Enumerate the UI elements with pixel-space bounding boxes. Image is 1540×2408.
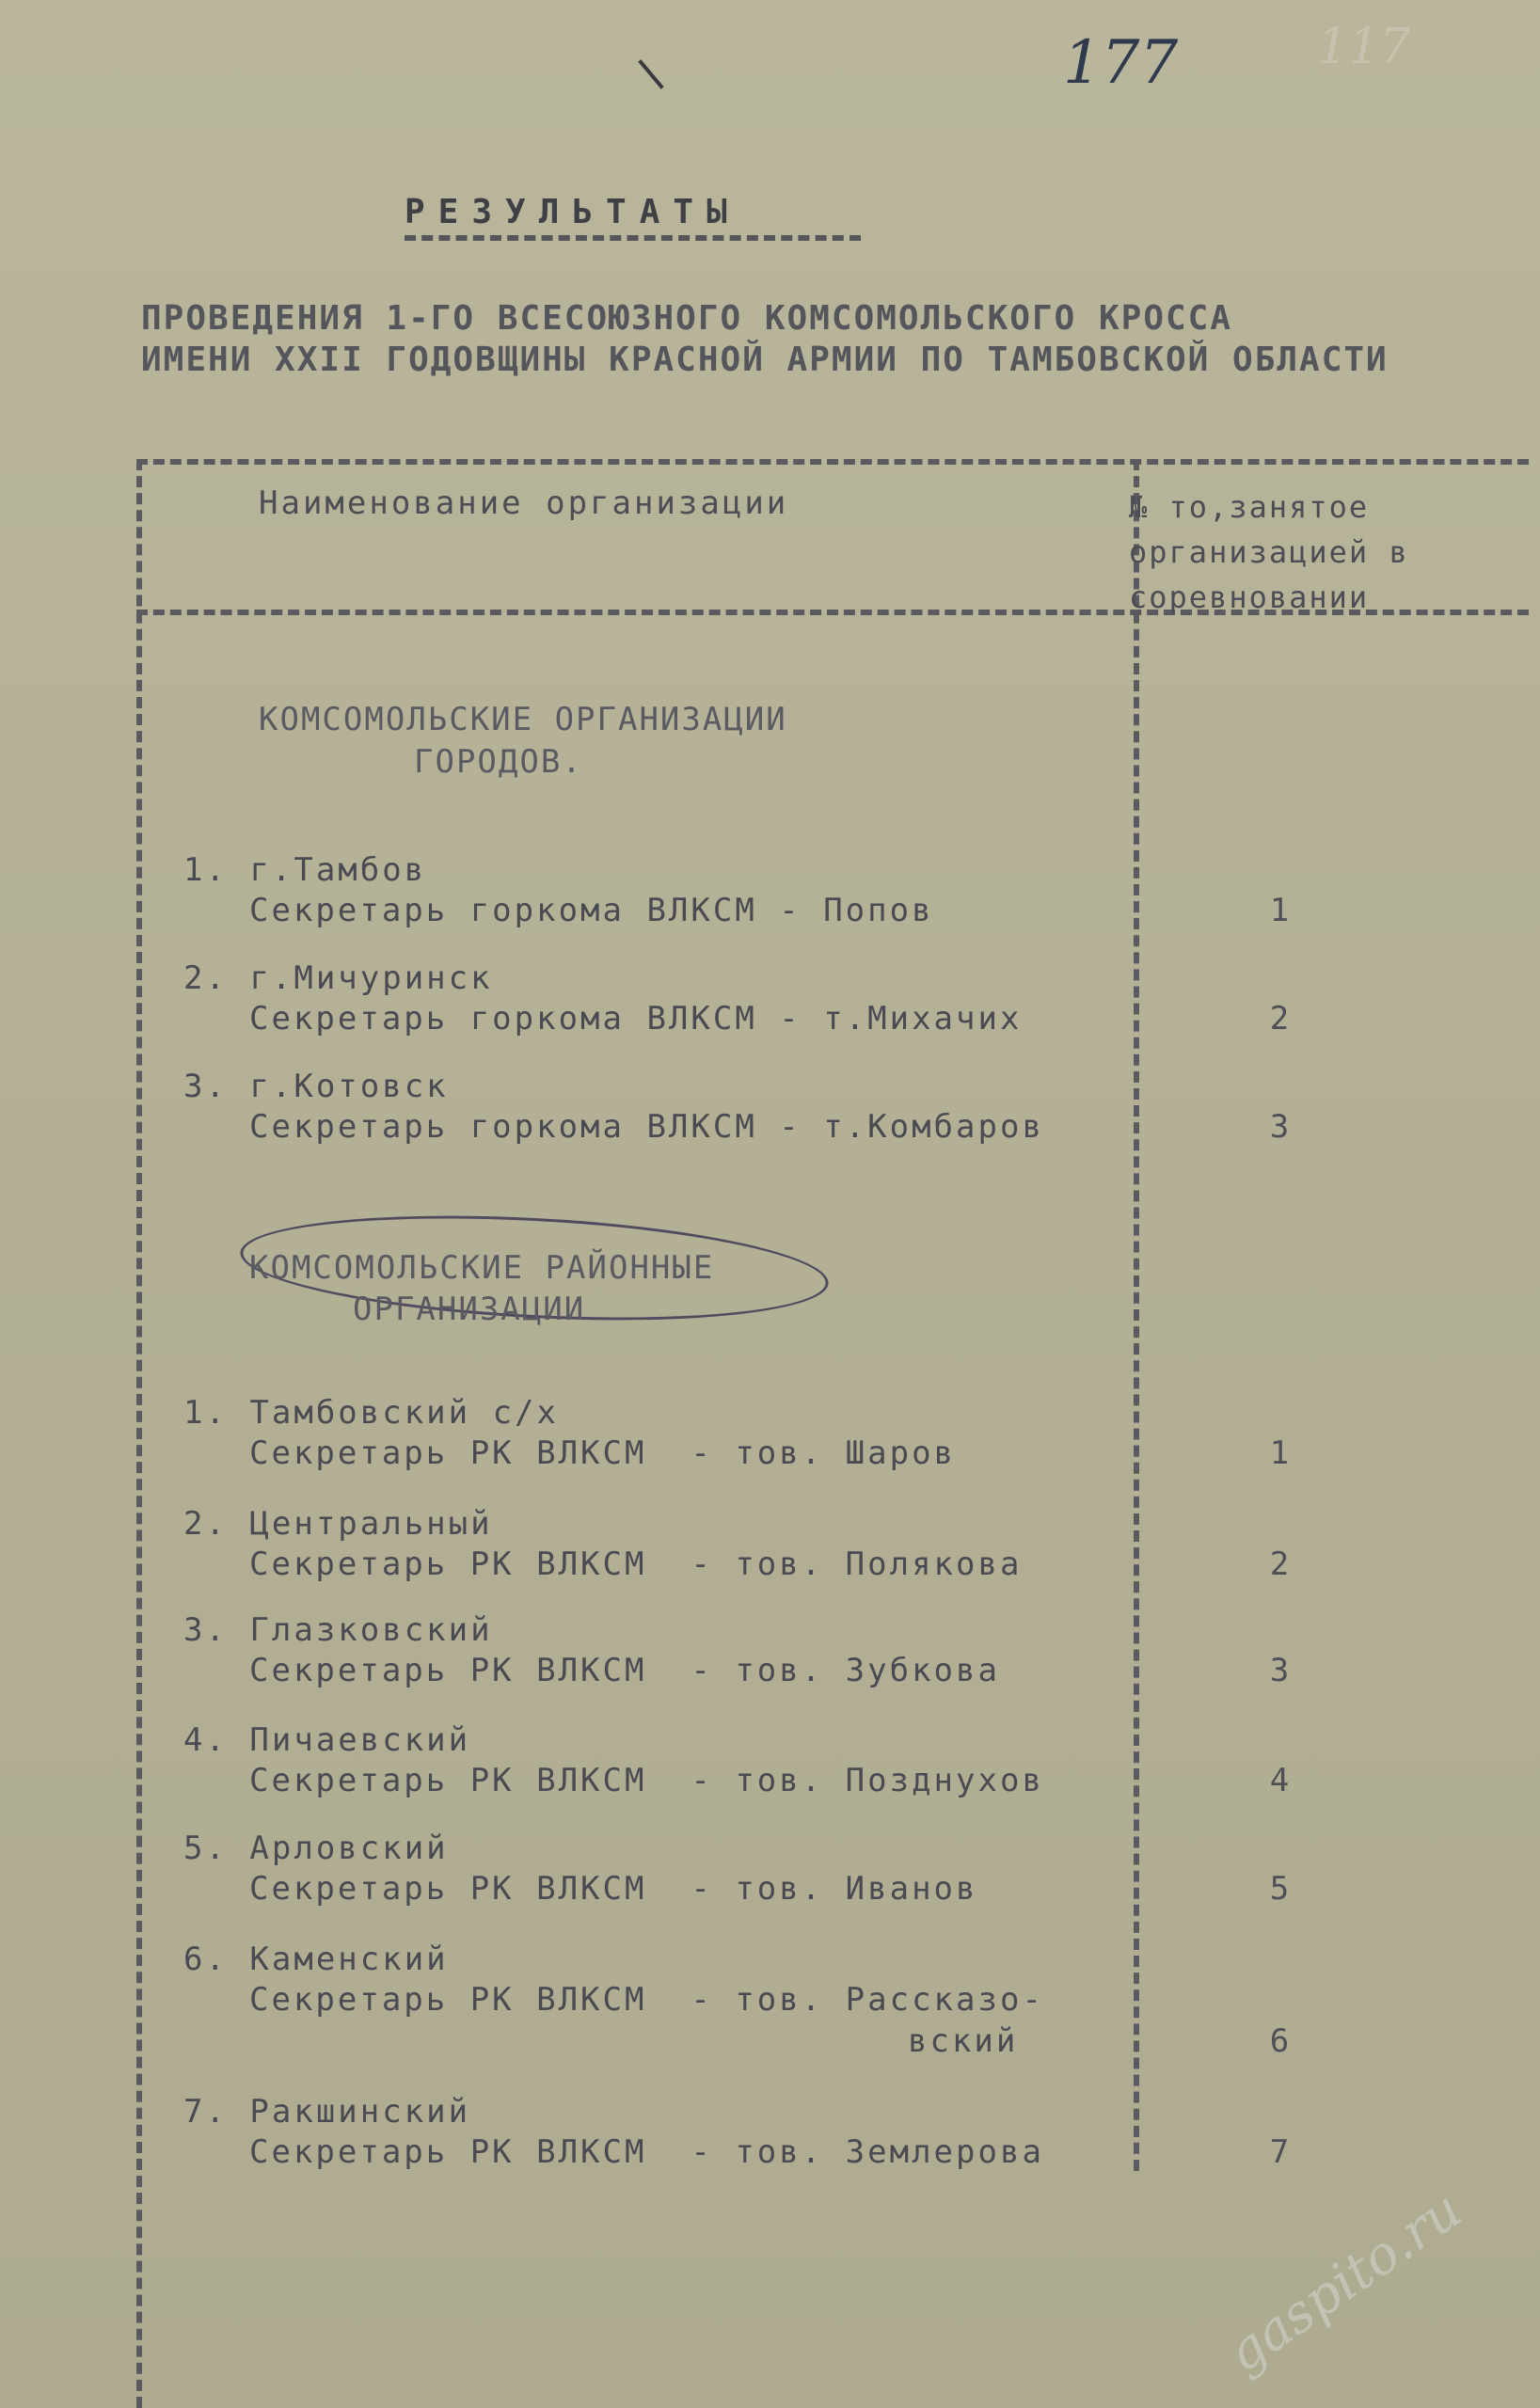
place-value: 2 bbox=[1269, 1000, 1290, 1038]
table-left-rule bbox=[136, 459, 142, 2408]
document-title: РЕЗУЛЬТАТЫ bbox=[405, 193, 740, 231]
column-header-place-line: соревновании bbox=[1129, 579, 1370, 615]
list-item-secretary: Секретарь РК ВЛКСМ - тов. Полякова bbox=[249, 1545, 1023, 1583]
watermark: gaspito.ru bbox=[1215, 2178, 1473, 2384]
list-item-secretary: Секретарь РК ВЛКСМ - тов. Рассказо- bbox=[249, 1981, 1044, 2019]
list-item-secretary: Секретарь РК ВЛКСМ - тов. Землерова bbox=[249, 2133, 1044, 2171]
list-item-name: 6. Каменский bbox=[183, 1941, 449, 1978]
place-value: 1 bbox=[1269, 1434, 1290, 1472]
place-value: 4 bbox=[1269, 1762, 1290, 1799]
archive-page-number: 177 bbox=[1063, 28, 1179, 98]
list-item-secretary: Секретарь горкома ВЛКСМ - Попов bbox=[249, 892, 934, 929]
list-item-name: 2. г.Мичуринск bbox=[183, 959, 493, 997]
list-item-name: 3. Глазковский bbox=[183, 1611, 493, 1649]
section-title-cities-line2: ГОРОДОВ. bbox=[414, 743, 583, 781]
list-item-name: 1. г.Тамбов bbox=[183, 851, 427, 889]
list-item-secretary: Секретарь РК ВЛКСМ - тов. Шаров bbox=[249, 1434, 957, 1472]
column-header-place-line: № то,занятое bbox=[1129, 489, 1370, 525]
archive-page-number-faded: 117 bbox=[1317, 19, 1411, 75]
place-value: 3 bbox=[1269, 1108, 1290, 1146]
title-underline bbox=[405, 235, 861, 241]
place-value: 5 bbox=[1269, 1870, 1290, 1908]
list-item-secretary: Секретарь горкома ВЛКСМ - т.Михачих bbox=[249, 1000, 1023, 1038]
list-item-secretary: Секретарь РК ВЛКСМ - тов. Зубкова bbox=[249, 1652, 1000, 1689]
list-item-name: 5. Арловский bbox=[183, 1830, 449, 1867]
column-header-organization: Наименование организации bbox=[259, 484, 789, 522]
place-value: 2 bbox=[1269, 1545, 1290, 1583]
column-header-place bbox=[1129, 484, 1409, 620]
section-title-districts-line2: ОРГАНИЗАЦИИ bbox=[353, 1291, 586, 1328]
section-title-districts: КОМСОМОЛЬСКИЕ РАЙОННЫЕ bbox=[249, 1249, 715, 1287]
list-item-secretary: Секретарь горкома ВЛКСМ - т.Комбаров bbox=[249, 1108, 1044, 1146]
list-item-secretary-continuation: вский bbox=[908, 2022, 1019, 2060]
list-item-name: 7. Ракшинский bbox=[183, 2093, 471, 2131]
column-header-place-line: организацией в bbox=[1129, 534, 1409, 570]
list-item-name: 4. Пичаевский bbox=[183, 1721, 471, 1759]
list-item-name: 3. г.Котовск bbox=[183, 1068, 449, 1105]
table-top-rule bbox=[136, 459, 1529, 465]
place-value: 7 bbox=[1269, 2133, 1290, 2171]
list-item-secretary: Секретарь РК ВЛКСМ - тов. Иванов bbox=[249, 1870, 978, 1908]
table-column-divider bbox=[1134, 459, 1139, 2171]
subtitle-line-2: ИМЕНИ XXII ГОДОВЩИНЫ КРАСНОЙ АРМИИ ПО ТАМБОВСКОЙ ОБЛАСТИ bbox=[141, 341, 1389, 379]
place-value: 3 bbox=[1269, 1652, 1290, 1689]
place-value: 6 bbox=[1269, 2022, 1290, 2060]
place-value: 1 bbox=[1269, 892, 1290, 929]
list-item-secretary: Секретарь РК ВЛКСМ - тов. Позднухов bbox=[249, 1762, 1044, 1799]
list-item-name: 2. Центральный bbox=[183, 1505, 493, 1543]
section-title-cities: КОМСОМОЛЬСКИЕ ОРГАНИЗАЦИИ bbox=[259, 701, 787, 738]
list-item-name: 1. Тамбовский с/х bbox=[183, 1394, 559, 1432]
subtitle-line-1: ПРОВЕДЕНИЯ 1-ГО ВСЕСОЮЗНОГО КОМСОМОЛЬСКОГО КРОССА bbox=[141, 299, 1233, 338]
